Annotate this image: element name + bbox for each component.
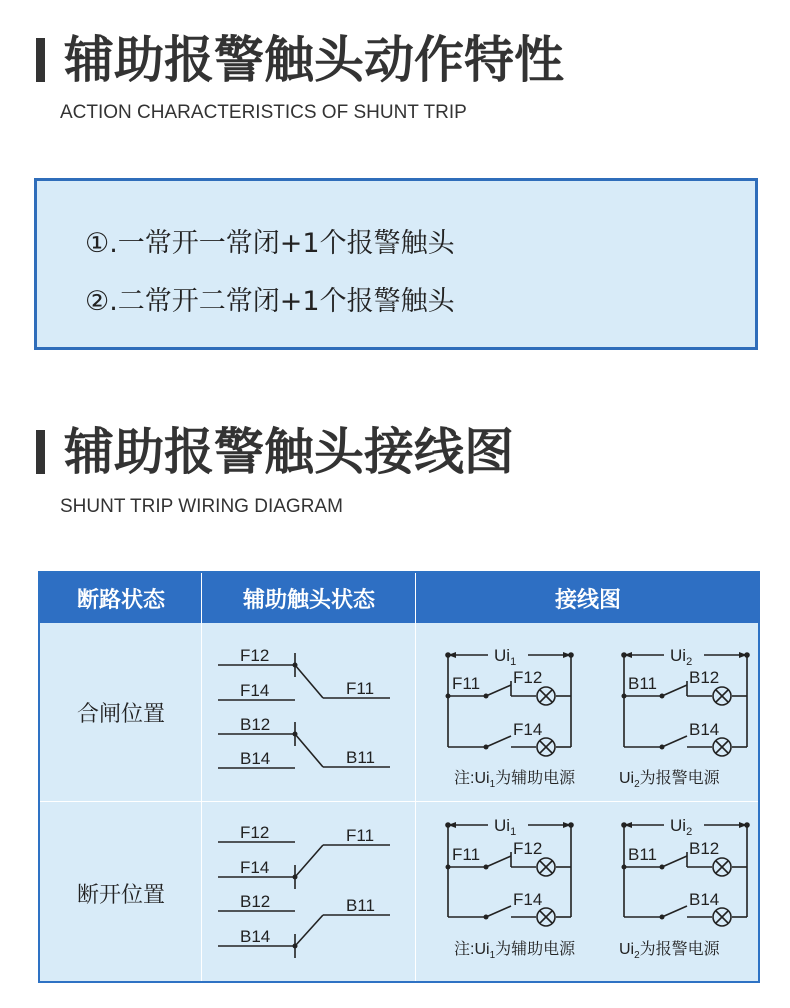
supply-label: Ui (494, 646, 511, 665)
wiring-note-alarm: $Ui_2$为报警电源 (619, 941, 720, 961)
table-header-wiring-diagram: 接线图 (416, 573, 760, 623)
supply-subscript: 2 (686, 656, 693, 668)
wiring-label-f14: F14 (513, 720, 543, 739)
supply-label: Ui (670, 646, 687, 665)
heading-accent-bar (36, 430, 45, 474)
svg-text:Ui2 (670, 646, 692, 668)
wiring-label-b11: B11 (628, 674, 657, 693)
section-title: 辅助报警触头动作特性 (64, 31, 564, 89)
wiring-note-aux: 注$:Ui_1$为辅助电源 (454, 770, 576, 790)
contact-label-b14: B14 (240, 749, 271, 768)
contact-label-b12: B12 (240, 892, 271, 911)
wiring-label-b12: B12 (689, 668, 720, 687)
supply-label: Ui (670, 816, 687, 835)
contact-label-f14: F14 (240, 858, 270, 877)
section-title: 辅助报警触头接线图 (64, 423, 514, 481)
contact-label-b14: B14 (240, 927, 271, 946)
section-subtitle: SHUNT TRIP WIRING DIAGRAM (60, 496, 343, 517)
supply-subscript: 1 (510, 656, 517, 668)
wiring-label-b14: B14 (689, 890, 720, 909)
supply-subscript: 2 (686, 826, 693, 838)
contact-label-f12: F12 (240, 646, 270, 665)
heading-accent-bar (36, 38, 45, 82)
wiring-label-b14: B14 (689, 720, 720, 739)
contact-diagram-closed (202, 623, 416, 801)
wiring-diagram-closed (416, 623, 760, 801)
wiring-label-b12: B12 (689, 839, 720, 858)
contact-diagram-open (202, 803, 416, 983)
svg-text:Ui2 (670, 816, 692, 838)
wiring-label-f12: F12 (513, 668, 543, 687)
contact-label-f14: F14 (240, 681, 270, 700)
feature-item: ①.一常开一常闭+1个报警触头 (85, 228, 455, 259)
wiring-note-aux: 注$:Ui_1$为辅助电源 (454, 941, 576, 961)
section-subtitle: ACTION CHARACTERISTICS OF SHUNT TRIP (60, 102, 467, 123)
wiring-label-f11: F11 (452, 674, 481, 693)
contact-label-f11: F11 (346, 679, 375, 698)
svg-text:Ui1 (494, 646, 516, 668)
feature-box (34, 178, 758, 350)
wiring-label-f14: F14 (513, 890, 543, 909)
wiring-label-f12: F12 (513, 839, 543, 858)
contact-label-f12: F12 (240, 823, 270, 842)
wiring-label-b11: B11 (628, 845, 657, 864)
svg-text:Ui1 (494, 816, 516, 838)
table-header-breaker-state: 断路状态 (40, 573, 202, 623)
wiring-table (38, 571, 760, 983)
breaker-state-closed: 合闸位置 (76, 702, 165, 727)
wiring-note-alarm: $Ui_2$为报警电源 (619, 770, 720, 790)
contact-label-b12: B12 (240, 715, 271, 734)
wiring-diagram-open (416, 803, 760, 983)
breaker-state-open: 断开位置 (76, 883, 165, 908)
contact-label-b11: B11 (346, 896, 375, 915)
supply-subscript: 1 (510, 826, 517, 838)
table-divider (40, 801, 758, 802)
supply-label: Ui (494, 816, 511, 835)
wiring-label-f11: F11 (452, 845, 481, 864)
feature-item: ②.二常开二常闭+1个报警触头 (85, 286, 455, 317)
contact-label-b11: B11 (346, 748, 375, 767)
contact-label-f11: F11 (346, 826, 375, 845)
table-header-contact-state: 辅助触头状态 (202, 573, 416, 623)
